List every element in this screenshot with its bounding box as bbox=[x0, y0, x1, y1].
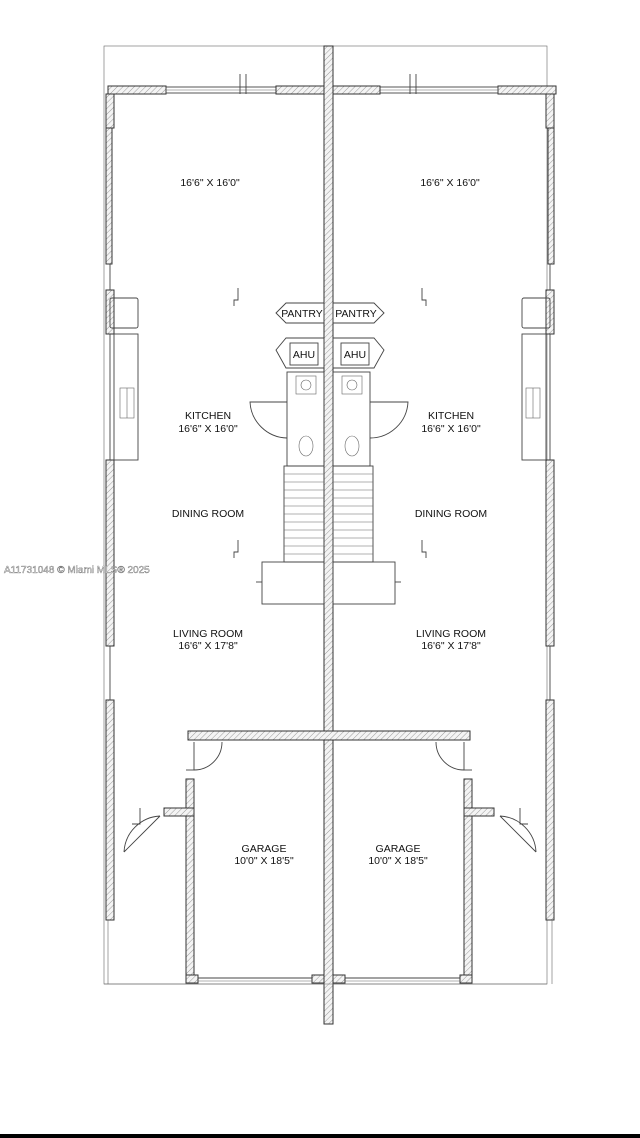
bottom-bar bbox=[0, 1134, 640, 1138]
living-room-name: LIVING ROOM bbox=[172, 628, 244, 640]
kitchen-dims: 16'6" X 16'0" bbox=[178, 423, 238, 435]
pantry-label: PANTRY bbox=[335, 308, 377, 320]
garage-name: GARAGE bbox=[241, 843, 287, 855]
front-room-dims: 16'6" X 16'0" bbox=[420, 177, 480, 189]
garage-dims: 10'0" X 18'5" bbox=[368, 855, 428, 867]
pantry-label: PANTRY bbox=[281, 308, 323, 320]
dining-room-label: DINING ROOM bbox=[171, 508, 245, 520]
kitchen-name: KITCHEN bbox=[184, 410, 232, 422]
living-room-dims: 16'6" X 17'8" bbox=[178, 640, 238, 652]
kitchen-name: KITCHEN bbox=[427, 410, 475, 422]
garage-dims: 10'0" X 18'5" bbox=[234, 855, 294, 867]
kitchen-dims: 16'6" X 16'0" bbox=[421, 423, 481, 435]
party-wall bbox=[324, 46, 333, 1024]
dining-room-label: DINING ROOM bbox=[414, 508, 488, 520]
garage-name: GARAGE bbox=[375, 843, 421, 855]
living-room-dims: 16'6" X 17'8" bbox=[421, 640, 481, 652]
living-room-name: LIVING ROOM bbox=[415, 628, 487, 640]
front-room-dims: 16'6" X 16'0" bbox=[180, 177, 240, 189]
ahu-label: AHU bbox=[292, 349, 316, 361]
ahu-label: AHU bbox=[343, 349, 367, 361]
watermark: A11731048 © Miami MLS® 2025 bbox=[4, 565, 150, 576]
